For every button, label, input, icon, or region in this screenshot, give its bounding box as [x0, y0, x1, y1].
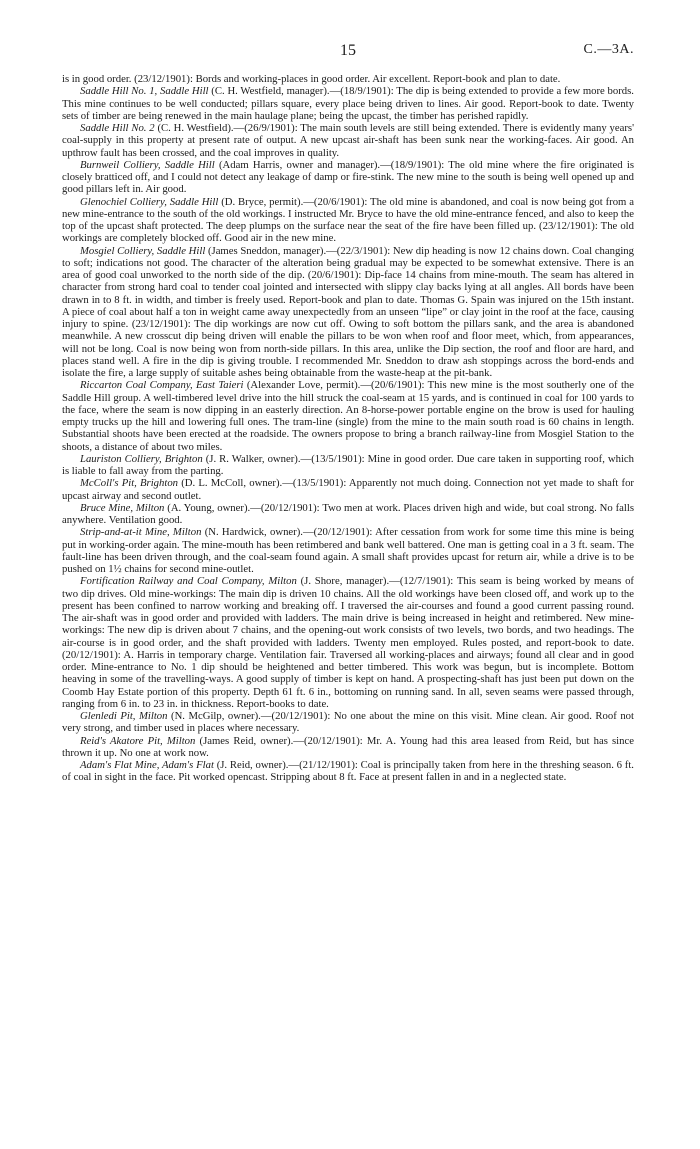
report-paragraph: [62, 73, 634, 85]
paragraph-text: (James Reid, owner).—(20/12/1901): Mr. A. Young had this area leased from Reid, but has since thrown it up. No one at work now.: [62, 734, 634, 759]
mine-name-heading: Glenochiel Colliery, Saddle Hill: [80, 195, 219, 208]
report-paragraph: [62, 575, 634, 710]
paragraph-text: (N. McGilp, owner).—(20/12/1901): No one about the mine on this visit. Mine clean. Air good. Roof not very strong, and timber used in places where necessary.: [62, 710, 634, 735]
paragraph-text: (D. L. McColl, owner).—(13/5/1901): Apparently not much doing. Connection not yet made to shaft for upcast airway and second outlet.: [62, 477, 634, 502]
mine-name-heading: Riccarton Coal Company, East Taieri: [80, 379, 244, 392]
paragraph-text: (C. H. Westfield).—(26/9/1901): The main south levels are still being extended. There is evidently many years' coal-supply in this property at present rate of output. A new upcast air-shaft has been sunk near the working-faces. Air good. An upthrow fault has been crossed, and the coal improves in quality.: [62, 122, 634, 159]
mine-name-heading: Burnweil Colliery, Saddle Hill: [80, 158, 215, 171]
mine-name-heading: Glenledi Pit, Milton: [80, 710, 168, 722]
mine-name-heading: Mosgiel Colliery, Saddle Hill: [80, 244, 206, 257]
mine-name-heading: Fortification Railway and Coal Company, Milton: [80, 575, 297, 588]
mine-name-heading: Reid's Akatore Pit, Milton: [80, 734, 196, 747]
mine-name-heading: Saddle Hill No. 1, Saddle Hill: [80, 85, 209, 98]
paragraph-text: (J. Shore, manager).—(12/7/1901): This seam is being worked by means of two dip drives. Old mine-workings: The main dip is driven 10 chains. All the old workings have been closed off, and work up to the present has been confined to narrow working and breaking off. I traversed the air-courses and found a good current passing round. The air-shaft was in good order and provided with ladders. The main drive is being increased in height and retimbered. New mine-workings: The new dip is driven about 7 chains, and the opening-out work consists of two levels, two bords, and two headings. The air-course is in good order, and the shaft provided with ladders. Twenty men employed. Rules posted, and report-book to date. (20/12/1901): A. Harris in temporary charge. Ventilation fair. Traversed all working-places and airways; found all clear and in good order. Mine-entrance to No. 1 dip should be heightened and better timbered. This work was begun, but is incomplete. Bottom heaving in some of the travelling-ways. A good supply of timber is kept on hand. A prospecting-shaft has just been put down on the Coomb Hay Estate portion of this property. Depth 61 ft. 6 in., bottoming on running sand. In all, seven seams were passed through, ranging from 6 in. to 23 in. in thickness. Report-books to date.: [62, 575, 634, 710]
paragraph-text: (J. R. Walker, owner).—(13/5/1901): Mine in good order. Due care taken in supporting roof, which is liable to fall away from the parting.: [62, 452, 635, 477]
mine-name-heading: Bruce Mine, Milton: [80, 501, 165, 514]
report-paragraph: [62, 735, 634, 760]
report-paragraph: [62, 85, 634, 122]
report-paragraph: [62, 196, 634, 245]
mine-name-heading: Saddle Hill No. 2: [80, 122, 155, 134]
page-header: [62, 36, 634, 64]
report-paragraph: [62, 710, 634, 735]
report-paragraph: [62, 477, 634, 502]
report-paragraph: [62, 159, 634, 196]
page-number: 15: [340, 42, 356, 59]
paragraph-text: is in good order. (23/12/1901): Bords and working-places in good order. Air excellent. Report-book and plan to date.: [62, 73, 561, 85]
paragraph-text: (J. Reid, owner).—(21/12/1901): Coal is principally taken from here in the threshing season. 6 ft. of coal in sight in the face. Pit worked opencast. Stripping about 8 ft. Face at present fallen in and in a neglected state.: [62, 759, 634, 784]
report-paragraph: [62, 526, 634, 575]
mine-name-heading: McColl's Pit, Brighton: [80, 477, 179, 490]
paragraph-text: (Adam Harris, owner and manager).—(18/9/1901): The old mine where the fire originated is closely bratticed off, and I could not detect any leakage of damp or fire-stink. The new mine to the south is being well opened up and good pillars left in. Air good.: [62, 158, 634, 196]
paragraph-text: (Alexander Love, permit).—(20/6/1901): This new mine is the most southerly one of the Saddle Hill group. A well-timbered level drive into the hill struck the coal-seam at 15 yards, and is continued in coal for 100 yards to the face, where the seam is now dipping in an easterly direction. An 8-horse-power portable engine on the brow is used for hauling empty trucks up the hill and lowering full ones. The tram-line (single) from the mine to the main south road is 60 chains in length. Substantial shoots have been erected at the roadside. The owners propose to bring a branch railway-line from Mosgiel Station to the shoots, a distance of about two miles.: [62, 379, 634, 453]
report-paragraph: [62, 453, 634, 478]
mine-name-heading: Adam's Flat Mine, Adam's Flat: [80, 759, 214, 771]
mine-name-heading: Strip-and-at-it Mine, Milton: [80, 526, 202, 539]
document-page: [62, 36, 634, 784]
mine-name-heading: Lauriston Colliery, Brighton: [80, 452, 203, 465]
report-paragraph: [62, 759, 634, 784]
report-paragraph: [62, 245, 634, 380]
report-paragraph: [62, 122, 634, 159]
document-reference: C.—3A.: [583, 42, 634, 57]
report-paragraph: [62, 502, 634, 527]
report-body: [62, 73, 634, 784]
paragraph-text: (A. Young, owner).—(20/12/1901): Two men at work. Places driven high and wide, but coal strong. No falls anywhere. Ventilation good.: [62, 501, 634, 526]
paragraph-text: (James Sneddon, manager).—(22/3/1901): New dip heading is now 12 chains down. Coal changing to soft; indications not good. The character of the alteration being gradual may be expected to be somewhat extensive. There is an area of good coal unworked to the north side of the dip. (20/6/1901): Dip-face 14 chains from mine-mouth. The seam has altered in character from strong hard coal to tender coal jointed and intersected with slippy clay backs lying at all angles. All bords have been drawn in to 8 ft. in width, and timber is freely used. Report-book and plan to date. Thomas G. Spain was injured on the 15th instant. A piece of coal about half a ton in weight came away unexpectedly from an unseen “lipe” or clay joint in the roof at the face, causing injury to spine. (23/12/1901): The dip workings are now cut off. Owing to soft bottom the pillars sank, and the area is abandoned meanwhile. A new crosscut dip being driven will enable the pillars to be won when roof and floor meet, which, from appearances, will not be long. Coal is now being won from north-side pillars. In this area, unlike the Dip section, the roof and floor are hard, and places stand well. A fire in the dip is giving trouble. I recommended Mr. Sneddon to draw ash stoppings across the bord-ends and isolate the fire, a large supply of suitable ashes being obtainable from the waste-heap at the pit-bank.: [62, 244, 634, 379]
report-paragraph: [62, 379, 634, 453]
paragraph-text: (D. Bryce, permit).—(20/6/1901): The old mine is abandoned, and coal is now being got from a new mine-entrance to the south of the old workings. I instructed Mr. Bryce to have the old mine-entrance fenced, and also to keep the top of the upcast shaft protected. The deep plumps on the surface near the seat of the fire have been filled up. (23/12/1901): The old workings are completely blocked off. Good air in the new mine.: [62, 195, 634, 245]
paragraph-text: (C. H. Westfield, manager).—(18/9/1901): The dip is being extended to provide a few more bords. This mine continues to be well conducted; pillars square, every place being driven to lines. Air good. Report-book to date. Twenty sets of timber are being renewed in the main haulage plane; being the upcast, the timber has perished rapidly.: [62, 85, 634, 122]
paragraph-text: (N. Hardwick, owner).—(20/12/1901): After cessation from work for some time this mine is being put in working-order again. The mine-mouth has been retimbered and bank well battered. One man is getting coal in a 3 ft. seam. The fault-line has been driven through, and the coal-seam found again. A small shaft provides upcast for return air, while a drive is to be pushed on 1½ chains for second mine-outlet.: [62, 526, 634, 575]
